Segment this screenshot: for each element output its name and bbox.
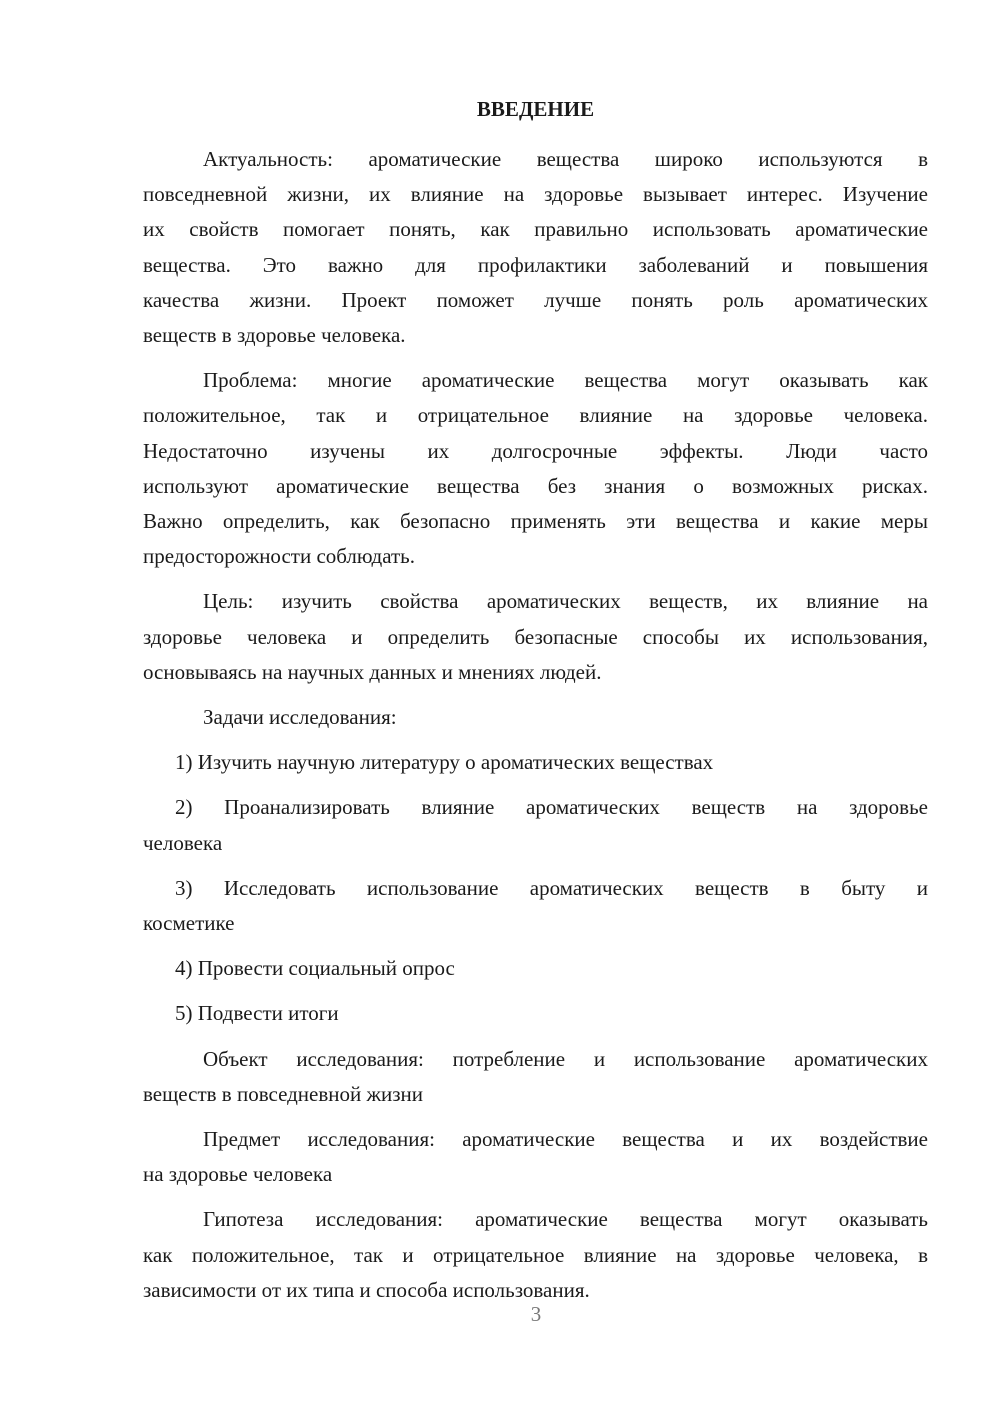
text-line: Задачи исследования: <box>203 705 397 730</box>
text-line: Недостаточно изучены их долгосрочные эффекты. Люди часто <box>143 438 928 463</box>
text-line: на здоровье человека <box>143 1162 333 1187</box>
text-line: 5) Подвести итоги <box>175 1001 339 1026</box>
task-list-item <box>143 951 928 986</box>
text-line: 3) Исследовать использование ароматических веществ в быту и <box>175 875 928 900</box>
section-title: ВВЕДЕНИЕ <box>476 97 595 121</box>
text-line: 4) Провести социальный опрос <box>175 956 455 981</box>
text-line: 1) Изучить научную литературу о ароматических веществах <box>175 750 714 775</box>
task-list-item <box>143 790 928 860</box>
text-line: косметике <box>143 911 235 936</box>
paragraph <box>143 1122 928 1192</box>
text-line: здоровье человека и определить безопасные способы их использования, <box>143 624 928 649</box>
text-line: повседневной жизни, их влияние на здоровье вызывает интерес. Изучение <box>143 182 928 207</box>
paragraph <box>143 363 928 574</box>
text-line: веществ в здоровье человека. <box>143 323 406 348</box>
text-line: Цель: изучить свойства ароматических веществ, их влияние на <box>203 589 928 614</box>
text-line: Объект исследования: потребление и использование ароматических <box>203 1046 928 1071</box>
text-line: вещества. Это важно для профилактики заболеваний и повышения <box>143 252 928 277</box>
text-line: человека <box>143 830 223 855</box>
text-line: зависимости от их типа и способа использования. <box>143 1277 590 1302</box>
text-line: Важно определить, как безопасно применять эти вещества и какие меры <box>143 509 928 534</box>
paragraph <box>143 1202 928 1308</box>
text-line: основываясь на научных данных и мнениях людей. <box>143 659 602 684</box>
page-number: 3 <box>530 1302 542 1326</box>
text-line: 2) Проанализировать влияние ароматических веществ на здоровье <box>175 795 928 820</box>
text-line: Проблема: многие ароматические вещества могут оказывать как <box>203 368 928 393</box>
task-list-item <box>143 745 928 780</box>
text-line: используют ароматические вещества без знания о возможных рисках. <box>143 473 928 498</box>
text-line: как положительное, так и отрицательное влияние на здоровье человека, в <box>143 1242 928 1267</box>
paragraph <box>143 584 928 690</box>
document-page <box>143 92 928 1318</box>
text-line: Гипотеза исследования: ароматические вещества могут оказывать <box>203 1207 928 1232</box>
text-line: предосторожности соблюдать. <box>143 544 415 569</box>
paragraph <box>143 700 928 735</box>
document-body <box>143 142 928 1308</box>
text-line: положительное, так и отрицательное влияние на здоровье человека. <box>143 403 928 428</box>
text-line: Актуальность: ароматические вещества широко используются в <box>203 147 928 171</box>
text-line: качества жизни. Проект поможет лучше понять роль ароматических <box>143 287 928 312</box>
text-line: веществ в повседневной жизни <box>143 1081 424 1106</box>
paragraph <box>143 1042 928 1112</box>
task-list-item <box>143 996 928 1031</box>
paragraph <box>143 142 928 353</box>
text-line: Предмет исследования: ароматические вещества и их воздействие <box>203 1127 928 1152</box>
text-line: их свойств помогает понять, как правильно использовать ароматические <box>143 217 928 242</box>
task-list-item <box>143 871 928 941</box>
